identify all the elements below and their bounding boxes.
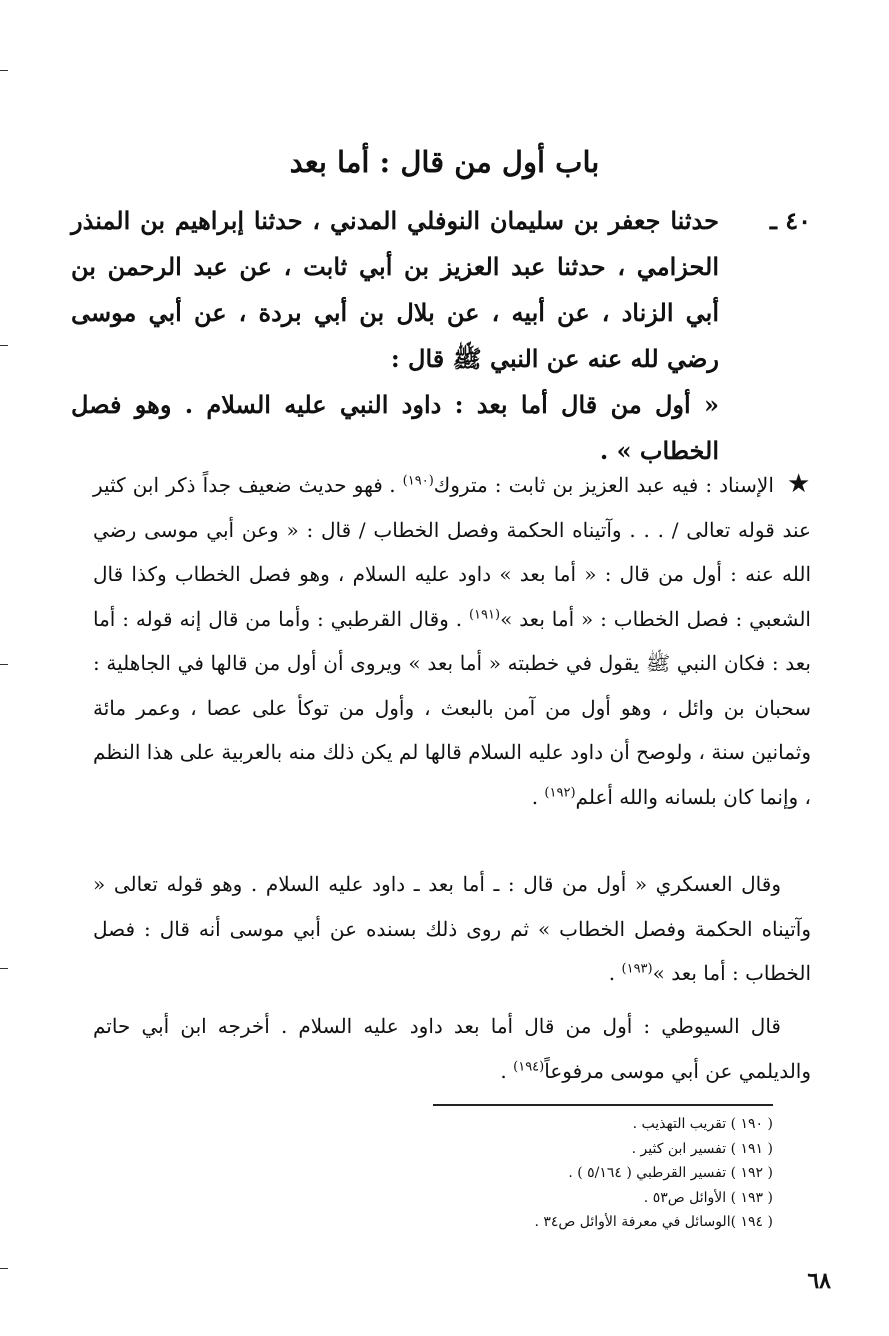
hadith-text xyxy=(71,198,719,474)
commentary-text: الإسناد : فيه عبد العزيز بن ثابت : متروك xyxy=(433,473,774,497)
footnote: ( ١٩٠ ) تقريب التهذيب . xyxy=(632,1116,773,1132)
scan-edge-mark xyxy=(0,345,8,346)
hadith-chain: حدثنا جعفر بن سليمان النوفلي المدني ، حدثنا إبراهيم بن المنذر الحزامي ، حدثنا عبد العزيز بن أبي ثابت ، عن عبد الرحمن بن أبي الزناد ، عن أبيه ، عن بلال بن أبي بردة ، عن أبي موسى رضي لله عنه عن النبي ﷺ قال : xyxy=(71,206,719,373)
commentary-text: . وقال القرطبي : وأما من قال إنه قوله : أما بعد : فكان النبي ﷺ يقول في خطبته « أما بعد » ويروى أن أول من قالها في الجاهلية : سحبان بن وائل ، وهو أول من آمن بالبعث ، وأول من توكأ على عصا ، وعمر مائة وثمانين سنة ، ولوصح أن داود عليه السلام قالها لم يكن ذلك منه بالعربية على هذا النظم ، وإنما كان بلسانه والله أعلم xyxy=(93,606,812,809)
suyuti-paragraph xyxy=(93,1004,811,1093)
footnote: ( ١٩١ ) تفسير ابن كثير . xyxy=(631,1140,773,1157)
commentary-text: . فهو حديث ضعيف جداً ذكر ابن كثير عند قوله تعالى / . . . وآتيناه الحكمة وفصل الخطاب / قال : « وعن أبي موسى رضي الله عنه : أول من قال : « أما بعد » داود عليه السلام ، وهو فصل الخطاب وكذا قال الشعبي : فصل الخطاب : « أما بعد » xyxy=(93,473,811,631)
commentary-text: . xyxy=(531,784,539,809)
footnote: ( ١٩٤ )الوسائل في معرفة الأوائل ص٣٤ . xyxy=(534,1214,773,1230)
footnote-ref[interactable]: (١٩٠) xyxy=(402,473,434,489)
scan-edge-mark xyxy=(0,1268,8,1269)
chapter-title: باب أول من قال : أما بعد xyxy=(289,145,600,179)
hadith-matn: « أول من قال أما بعد : داود النبي عليه السلام . وهو فصل الخطاب » . xyxy=(71,390,719,465)
footnote-divider xyxy=(433,1104,773,1106)
star-icon: ★ xyxy=(786,469,812,499)
paragraph-text: . xyxy=(500,1058,507,1083)
footnotes xyxy=(273,1112,773,1235)
footnote: ( ١٩٢ ) تفسير القرطبي ( ٥/١٦٤ ) . xyxy=(568,1165,773,1181)
page-number: ٦٨ xyxy=(807,1268,831,1294)
askari-paragraph xyxy=(93,862,811,996)
footnote-ref[interactable]: (١٩٢) xyxy=(544,784,576,800)
scan-edge-mark xyxy=(0,968,8,969)
footnote-ref[interactable]: (١٩٤) xyxy=(513,1058,545,1074)
hadith-block xyxy=(71,198,811,474)
hadith-number: ٤٠ ـ xyxy=(769,206,811,235)
scan-edge-mark xyxy=(0,664,8,665)
scan-edge-mark xyxy=(0,70,8,71)
paragraph-text: . xyxy=(608,961,616,985)
paragraph-text: وقال العسكري « أول من قال : ـ أما بعد ـ داود عليه السلام . وهو قوله تعالى « وآتيناه الحكمة وفصل الخطاب » ثم روى ذلك بسنده عن أبي موسى أنه قال : فصل الخطاب : أما بعد » xyxy=(93,872,811,985)
paragraph-text: قال السيوطي : أول من قال أما بعد داود عليه السلام . أخرجه ابن أبي حاتم والديلمي عن أبي موسى مرفوعاً xyxy=(93,1014,811,1083)
footnote: ( ١٩٣ ) الأوائل ص٥٣ . xyxy=(643,1189,773,1206)
footnote-ref[interactable]: (١٩٣) xyxy=(621,961,653,977)
isnad-commentary xyxy=(93,462,811,819)
footnote-ref[interactable]: (١٩١) xyxy=(468,606,501,622)
